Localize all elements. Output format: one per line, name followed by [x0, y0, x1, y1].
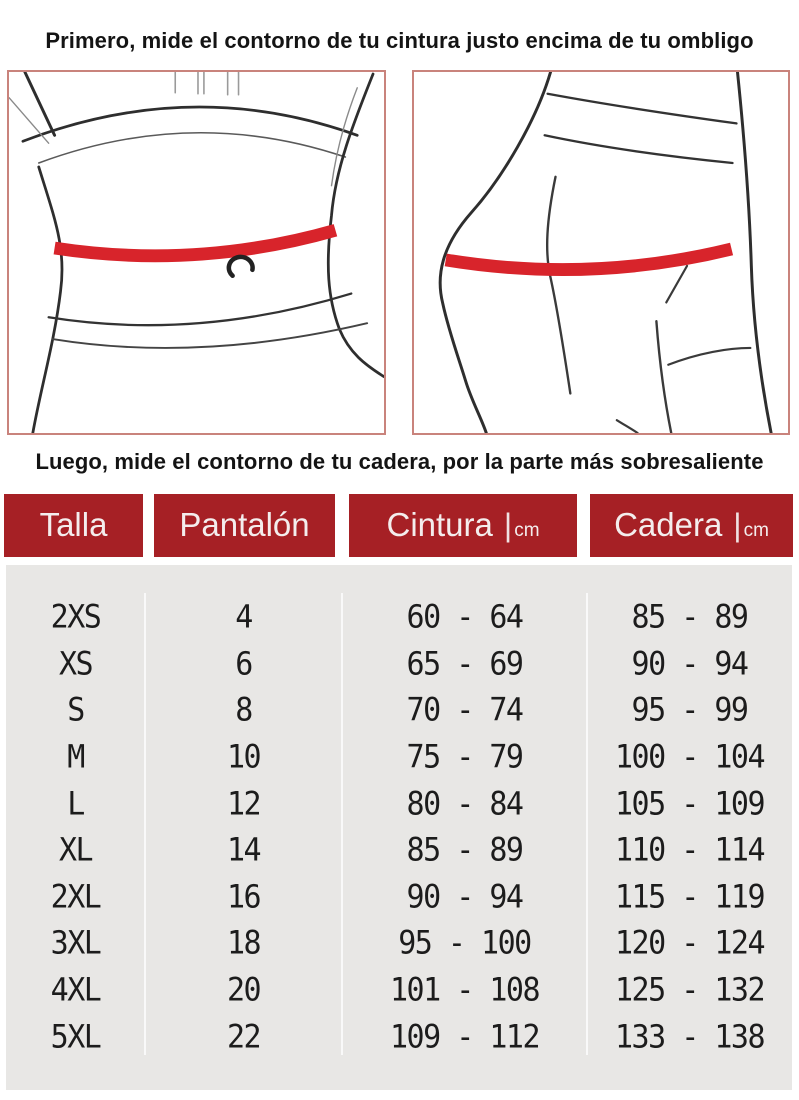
table-row — [6, 595, 792, 642]
cell-value: 4XL — [50, 971, 101, 1010]
talla-cell — [6, 692, 145, 730]
unit-divider-bar: | — [733, 507, 742, 543]
cell-value: 109 - 112 — [389, 1018, 540, 1057]
hip-instruction: Luego, mide el contorno de tu cadera, por la parte más sobresaliente — [35, 449, 764, 474]
unit-label: cm — [743, 520, 769, 541]
cell-value: 90 - 94 — [406, 878, 523, 917]
buttock-contour — [440, 72, 550, 433]
table-row — [6, 828, 792, 875]
cell-value: S — [67, 692, 84, 730]
column-header-talla — [4, 494, 143, 557]
table-row — [6, 642, 792, 689]
hip-tape-band — [446, 249, 732, 270]
table-row — [6, 875, 792, 922]
hip-figure-box — [412, 70, 790, 435]
right-strap-inner-line — [332, 88, 358, 186]
cadera-cell — [587, 878, 792, 917]
talla-cell — [6, 971, 145, 1010]
cell-value: 85 - 89 — [631, 598, 748, 637]
cadera-cell — [587, 1018, 792, 1057]
pantalon-cell — [145, 925, 342, 963]
unit-label: cm — [514, 520, 540, 541]
left-torso-contour — [33, 167, 62, 433]
cell-value: 133 - 138 — [614, 1018, 765, 1057]
cintura-cell — [342, 738, 587, 777]
column-divider — [341, 593, 343, 1055]
cell-value: 120 - 124 — [614, 925, 765, 963]
talla-cell — [6, 738, 145, 777]
table-row — [6, 921, 792, 968]
inner-thigh-line — [617, 420, 638, 433]
size-table-header — [0, 494, 799, 557]
cell-value: 5XL — [50, 1018, 101, 1057]
cell-value: 60 - 64 — [406, 598, 523, 637]
left-strap-inner-line — [9, 98, 49, 143]
bra-clasp-lines — [175, 72, 238, 95]
cell-value: 6 — [235, 645, 252, 684]
column-header-cadera — [590, 494, 793, 557]
shorts-waistband-upper-line — [548, 94, 737, 124]
column-header-label: Talla — [39, 506, 108, 543]
cadera-cell — [587, 925, 792, 963]
pantalon-cell — [145, 692, 342, 730]
waist-figure-box — [7, 70, 386, 435]
table-row — [6, 688, 792, 735]
cell-value: L — [67, 785, 84, 824]
waist-instruction: Primero, mide el contorno de tu cintura justo encima de tu ombligo — [45, 28, 754, 53]
thigh-line — [656, 321, 671, 433]
talla-cell — [6, 785, 145, 824]
pantalon-cell — [145, 1018, 342, 1057]
cadera-cell — [587, 692, 792, 730]
talla-cell — [6, 878, 145, 917]
cell-value: XS — [58, 645, 93, 684]
cell-value: 2XL — [50, 878, 101, 917]
cell-value: M — [67, 738, 84, 777]
cell-value: 10 — [226, 738, 261, 777]
cell-value: 14 — [226, 831, 261, 870]
panty-band-lower-line — [53, 323, 368, 348]
cell-value: 22 — [226, 1018, 261, 1057]
cell-value: 80 - 84 — [406, 785, 523, 824]
cell-value: 2XS — [50, 598, 101, 637]
talla-cell — [6, 831, 145, 870]
pantalon-cell — [145, 831, 342, 870]
cintura-cell — [342, 1018, 587, 1057]
pantalon-cell — [145, 738, 342, 777]
cadera-cell — [587, 831, 792, 870]
talla-cell — [6, 1018, 145, 1057]
cell-value: 125 - 132 — [614, 971, 765, 1010]
cell-value: 20 — [226, 971, 261, 1010]
cell-value: XL — [58, 831, 93, 870]
table-row — [6, 1014, 792, 1061]
left-strap-line — [25, 72, 55, 135]
hip-measure-illustration — [414, 72, 788, 433]
talla-cell — [6, 598, 145, 637]
cell-value: 90 - 94 — [631, 645, 748, 684]
column-header-label: Cintura — [386, 506, 493, 543]
cadera-cell — [587, 971, 792, 1010]
hip-detail-line — [666, 266, 687, 303]
bra-band-outer-line — [23, 107, 357, 141]
gluteal-crease-line — [547, 177, 570, 394]
table-row — [6, 735, 792, 782]
panty-band-upper-line — [49, 294, 352, 326]
cintura-cell — [342, 598, 587, 637]
column-divider — [586, 593, 588, 1055]
size-table-body — [6, 565, 792, 1090]
cell-value: 12 — [226, 785, 261, 824]
cintura-cell — [342, 645, 587, 684]
right-torso-contour — [328, 74, 384, 377]
bra-band-inner-line — [39, 133, 346, 163]
waist-measure-illustration — [9, 72, 384, 433]
cell-value: 105 - 109 — [614, 785, 765, 824]
talla-cell — [6, 645, 145, 684]
pantalon-cell — [145, 878, 342, 917]
cell-value: 115 - 119 — [614, 878, 765, 917]
cell-value: 75 - 79 — [406, 738, 523, 777]
table-row — [6, 968, 792, 1015]
cell-value: 85 - 89 — [406, 831, 523, 870]
cell-value: 65 - 69 — [406, 645, 523, 684]
unit-divider-bar: | — [503, 507, 513, 543]
pantalon-cell — [145, 598, 342, 637]
cell-value: 16 — [226, 878, 261, 917]
front-hip-contour — [737, 72, 771, 433]
cadera-cell — [587, 785, 792, 824]
table-row — [6, 781, 792, 828]
cell-value: 3XL — [50, 925, 101, 963]
cell-value: 8 — [235, 692, 252, 730]
cintura-cell — [342, 692, 587, 730]
column-header-label: Cadera — [614, 506, 723, 543]
cell-value: 100 - 104 — [614, 738, 765, 777]
cadera-cell — [587, 645, 792, 684]
cintura-cell — [342, 971, 587, 1010]
cell-value: 70 - 74 — [406, 692, 523, 730]
column-header-pantalon — [154, 494, 335, 557]
cell-value: 4 — [235, 598, 252, 637]
pantalon-cell — [145, 971, 342, 1010]
navel-mark — [229, 257, 253, 276]
cintura-cell — [342, 925, 587, 963]
waist-tape-band — [55, 230, 336, 256]
cell-value: 95 - 99 — [631, 692, 748, 730]
cell-value: 101 - 108 — [389, 971, 540, 1010]
pantalon-cell — [145, 785, 342, 824]
cadera-cell — [587, 598, 792, 637]
column-divider — [144, 593, 146, 1055]
cell-value: 110 - 114 — [614, 831, 765, 870]
cadera-cell — [587, 738, 792, 777]
shorts-hem-line — [668, 348, 750, 365]
talla-cell — [6, 925, 145, 963]
cintura-cell — [342, 878, 587, 917]
cell-value: 95 - 100 — [398, 925, 531, 963]
column-header-cintura — [349, 494, 577, 557]
cell-value: 18 — [226, 925, 261, 963]
shorts-waistband-lower-line — [545, 135, 733, 163]
column-header-label: Pantalón — [179, 506, 310, 543]
pantalon-cell — [145, 645, 342, 684]
cintura-cell — [342, 785, 587, 824]
cintura-cell — [342, 831, 587, 870]
